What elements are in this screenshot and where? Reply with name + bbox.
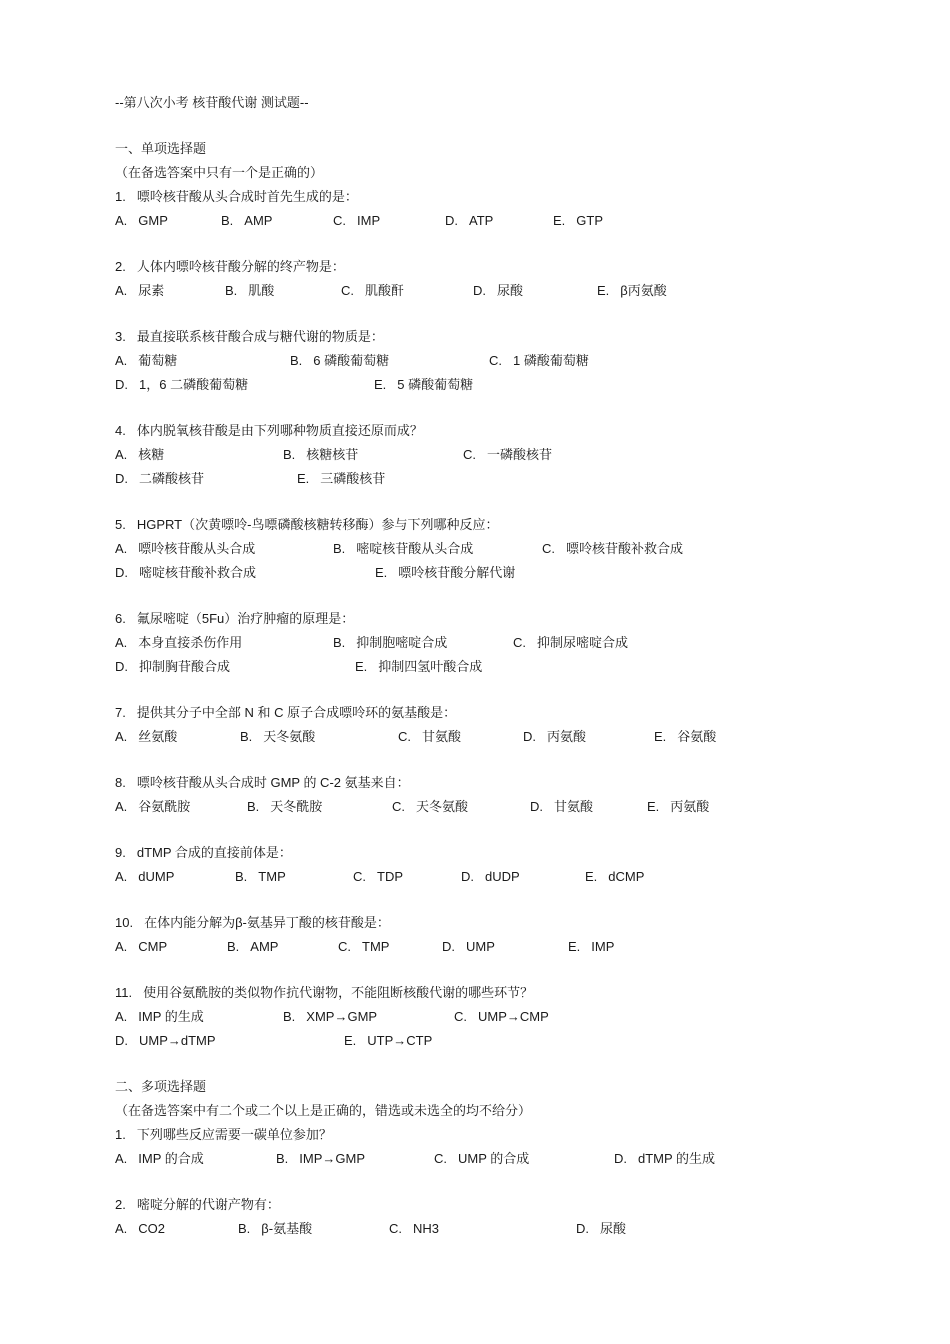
question-text: HGPRT（次黄嘌呤-鸟嘌磷酸核糖转移酶）参与下列哪种反应： [136,517,499,532]
option-text: 谷氨酸 [677,729,717,744]
options-row [115,865,895,889]
options-row [115,655,895,679]
option-letter: E. [654,729,667,744]
option-text: IMP→GMP [299,1151,366,1166]
question-number: 11. [115,985,133,1000]
option-d [115,1029,216,1053]
option-text: 5 磷酸葡萄糖 [397,377,474,392]
option-d [115,561,256,585]
options-row [115,537,895,561]
option-d [115,655,230,679]
document-title: --第八次小考 核苷酸代谢 测试题-- [115,95,309,110]
question-text: 体内脱氧核苷酸是由下列哪种物质直接还原而成？ [136,423,423,438]
option-letter: A. [115,799,128,814]
question-number: 7. [115,705,126,720]
question-number: 1. [115,189,126,204]
option-a [115,935,167,959]
option-letter: D. [115,471,128,486]
question-6 [115,607,895,631]
options-row [115,349,895,373]
option-text: UMP→CMP [478,1009,549,1024]
option-letter: A. [115,541,128,556]
option-letter: A. [115,283,128,298]
option-text: 天冬氨酸 [416,799,469,814]
option-a [115,209,168,233]
option-letter: D. [523,729,536,744]
option-letter: D. [442,939,455,954]
section-instruction: （在备选答案中有二个或二个以上是正确的，错选或未选全的均不给分） [115,1103,532,1118]
option-b [283,1005,377,1029]
option-c [333,209,380,233]
option-b [333,537,473,561]
question-text: 氟尿嘧啶（5Fu）治疗肿瘤的原理是： [136,611,355,626]
option-letter: B. [240,729,253,744]
option-b [283,443,358,467]
question-number: 5. [115,517,126,532]
options-row [115,1029,895,1053]
option-c [398,725,461,749]
option-d [442,935,495,959]
option-d [115,467,204,491]
option-a [115,1217,165,1241]
option-letter: C. [333,213,346,228]
options-row [115,631,895,655]
option-text: XMP→GMP [306,1009,378,1024]
option-a [115,1005,204,1029]
option-text: 尿素 [138,283,165,298]
option-c [389,1217,439,1241]
question-9 [115,841,895,865]
option-letter: A. [115,729,128,744]
question-8 [115,771,895,795]
question-number: 2. [115,1197,126,1212]
option-text: GMP [138,213,168,228]
option-letter: C. [353,869,366,884]
option-letter: C. [513,635,526,650]
question-1 [115,1123,895,1147]
option-text: 嘌呤核苷酸补救合成 [566,541,684,556]
option-letter: B. [247,799,260,814]
option-a [115,349,177,373]
option-e [568,935,614,959]
option-letter: B. [276,1151,289,1166]
question-text: 下列哪些反应需要一碳单位参加？ [136,1127,332,1142]
options-row [115,561,895,585]
options-row [115,1217,895,1241]
question-text: 最直接联系核苷酸合成与糖代谢的物质是： [136,329,384,344]
option-text: TDP [377,869,403,884]
option-text: 甘氨酸 [422,729,462,744]
option-letter: B. [290,353,303,368]
option-letter: A. [115,1221,128,1236]
option-c [542,537,683,561]
question-4 [115,419,895,443]
option-text: 甘氨酸 [554,799,594,814]
option-letter: B. [238,1221,251,1236]
document-body [115,91,895,1241]
options-row [115,279,895,303]
option-text: AMP [250,939,279,954]
option-letter: C. [392,799,405,814]
question-text: 人体内嘌呤核苷酸分解的终产物是： [136,259,345,274]
option-letter: D. [115,1033,128,1048]
question-7 [115,701,895,725]
section-instruction: （在备选答案中只有一个是正确的） [115,165,324,180]
option-text: 本身直接杀伤作用 [138,635,243,650]
option-text: 二磷酸核苷 [139,471,205,486]
option-text: 嘌呤核苷酸从头合成 [138,541,256,556]
question-text: 嘌呤核苷酸从头合成时首先生成的是： [136,189,358,204]
option-text: UMP 的合成 [458,1151,530,1166]
option-letter: E. [375,565,388,580]
question-text: 提供其分子中全部 N 和 C 原子合成嘌呤环的氨基酸是： [136,705,457,720]
option-text: 葡萄糖 [138,353,178,368]
question-2 [115,1193,895,1217]
option-text: GTP [576,213,604,228]
option-letter: B. [221,213,234,228]
options-row [115,467,895,491]
option-a [115,279,164,303]
option-letter: A. [115,447,128,462]
question-number: 10. [115,915,134,930]
option-letter: C. [434,1151,447,1166]
option-text: 嘌呤核苷酸分解代谢 [398,565,516,580]
option-letter: E. [585,869,598,884]
option-text: 核糖 [138,447,165,462]
option-text: 丙氨酸 [670,799,710,814]
question-1 [115,185,895,209]
option-letter: E. [344,1033,357,1048]
option-letter: D. [576,1221,589,1236]
option-e [344,1029,432,1053]
option-letter: B. [235,869,248,884]
option-c [341,279,404,303]
option-letter: A. [115,213,128,228]
question-number: 2. [115,259,126,274]
option-letter: B. [227,939,240,954]
option-e [355,655,482,679]
options-row [115,209,895,233]
options-row [115,1005,895,1029]
option-text: 尿酸 [600,1221,627,1236]
option-text: dCMP [608,869,645,884]
option-letter: B. [333,541,346,556]
option-d [530,795,593,819]
option-letter: A. [115,635,128,650]
option-text: CO2 [138,1221,166,1236]
option-a [115,443,164,467]
option-letter: C. [389,1221,402,1236]
question-11 [115,981,895,1005]
option-letter: A. [115,939,128,954]
option-e [375,561,515,585]
option-d [461,865,520,889]
option-letter: C. [398,729,411,744]
option-text: UMP [466,939,495,954]
option-e [585,865,644,889]
option-b [247,795,322,819]
options-row [115,725,895,749]
option-letter: A. [115,353,128,368]
option-letter: E. [297,471,310,486]
option-e [597,279,667,303]
option-text: β-氨基酸 [261,1221,313,1236]
option-text: NH3 [413,1221,440,1236]
option-letter: D. [445,213,458,228]
question-number: 4. [115,423,126,438]
options-row [115,1147,895,1171]
option-letter: B. [283,1009,296,1024]
option-b [221,209,272,233]
section-heading-single-choice: 一、单项选择题 [115,141,207,156]
options-row [115,795,895,819]
option-letter: D. [461,869,474,884]
option-d [445,209,493,233]
option-c [454,1005,549,1029]
option-letter: C. [341,283,354,298]
option-letter: A. [115,869,128,884]
option-text: 天冬酰胺 [270,799,323,814]
option-text: 抑制尿嘧啶合成 [537,635,629,650]
option-letter: E. [597,283,610,298]
option-b [333,631,447,655]
question-number: 3. [115,329,126,344]
question-2 [115,255,895,279]
option-e [297,467,385,491]
option-letter: A. [115,1009,128,1024]
option-text: 抑制胸苷酸合成 [139,659,231,674]
option-text: 1，6 二磷酸葡萄糖 [139,377,249,392]
option-text: 天冬氨酸 [263,729,316,744]
option-text: 谷氨酰胺 [138,799,191,814]
option-letter: D. [115,377,128,392]
option-letter: D. [473,283,486,298]
option-b [235,865,286,889]
option-c [392,795,468,819]
options-row [115,373,895,397]
option-c [489,349,589,373]
option-text: IMP [357,213,381,228]
option-b [276,1147,365,1171]
option-e [654,725,716,749]
option-c [513,631,628,655]
option-text: 6 磷酸葡萄糖 [313,353,390,368]
option-text: 尿酸 [497,283,524,298]
question-5 [115,513,895,537]
question-text: 嘧啶分解的代谢产物有： [136,1197,280,1212]
option-text: UTP→CTP [367,1033,433,1048]
option-text: IMP [591,939,615,954]
option-letter: E. [647,799,660,814]
option-a [115,537,255,561]
option-text: CMP [138,939,168,954]
option-text: 三磷酸核苷 [320,471,386,486]
option-a [115,865,174,889]
option-b [290,349,389,373]
option-a [115,1147,204,1171]
option-text: 一磷酸核苷 [487,447,553,462]
option-letter: C. [542,541,555,556]
option-letter: D. [530,799,543,814]
option-letter: B. [225,283,238,298]
option-text: 嘧啶核苷酸从头合成 [356,541,474,556]
option-c [353,865,403,889]
option-text: 抑制四氢叶酸合成 [378,659,483,674]
option-letter: E. [553,213,566,228]
option-a [115,795,190,819]
option-text: ATP [469,213,494,228]
question-number: 9. [115,845,126,860]
option-a [115,725,177,749]
option-text: AMP [244,213,273,228]
option-d [576,1217,626,1241]
option-text: dUMP [138,869,175,884]
option-d [523,725,586,749]
option-letter: C. [454,1009,467,1024]
option-text: β丙氨酸 [620,283,667,298]
option-text: TMP [258,869,286,884]
option-text: TMP [362,939,390,954]
option-letter: B. [283,447,296,462]
question-number: 6. [115,611,126,626]
option-text: 核糖核苷 [306,447,359,462]
option-letter: B. [333,635,346,650]
option-letter: D. [115,565,128,580]
question-text: 在体内能分解为β-氨基异丁酸的核苷酸是： [144,915,390,930]
option-e [553,209,603,233]
option-c [463,443,552,467]
option-letter: E. [355,659,368,674]
option-text: 肌酸 [248,283,275,298]
option-text: dUDP [485,869,520,884]
option-b [240,725,315,749]
option-text: IMP 的合成 [138,1151,204,1166]
option-text: 丙氨酸 [547,729,587,744]
option-e [647,795,709,819]
option-b [227,935,278,959]
option-letter: C. [463,447,476,462]
question-text: 使用谷氨酰胺的类似物作抗代谢物，不能阻断核酸代谢的哪些环节？ [143,985,534,1000]
question-text: 嘌呤核苷酸从头合成时 GMP 的 C-2 氨基来自： [136,775,410,790]
option-text: IMP 的生成 [138,1009,204,1024]
section-heading-multiple-choice: 二、多项选择题 [115,1079,207,1094]
option-text: UMP→dTMP [139,1033,216,1048]
option-e [374,373,473,397]
option-letter: E. [374,377,387,392]
option-b [225,279,274,303]
options-row [115,935,895,959]
option-letter: D. [614,1151,627,1166]
option-letter: E. [568,939,581,954]
option-letter: C. [489,353,502,368]
option-text: 抑制胞嘧啶合成 [356,635,448,650]
option-text: 丝氨酸 [138,729,178,744]
option-letter: D. [115,659,128,674]
question-number: 1. [115,1127,126,1142]
option-d [614,1147,715,1171]
option-b [238,1217,312,1241]
option-c [338,935,389,959]
option-text: dTMP 的生成 [638,1151,716,1166]
options-row [115,443,895,467]
question-10 [115,911,895,935]
question-text: dTMP 合成的直接前体是： [136,845,292,860]
option-text: 嘧啶核苷酸补救合成 [139,565,257,580]
option-c [434,1147,529,1171]
question-number: 8. [115,775,126,790]
option-d [473,279,523,303]
option-d [115,373,248,397]
option-text: 1 磷酸葡萄糖 [513,353,589,368]
question-3 [115,325,895,349]
option-a [115,631,242,655]
option-text: 肌酸酐 [365,283,405,298]
option-letter: C. [338,939,351,954]
option-letter: A. [115,1151,128,1166]
